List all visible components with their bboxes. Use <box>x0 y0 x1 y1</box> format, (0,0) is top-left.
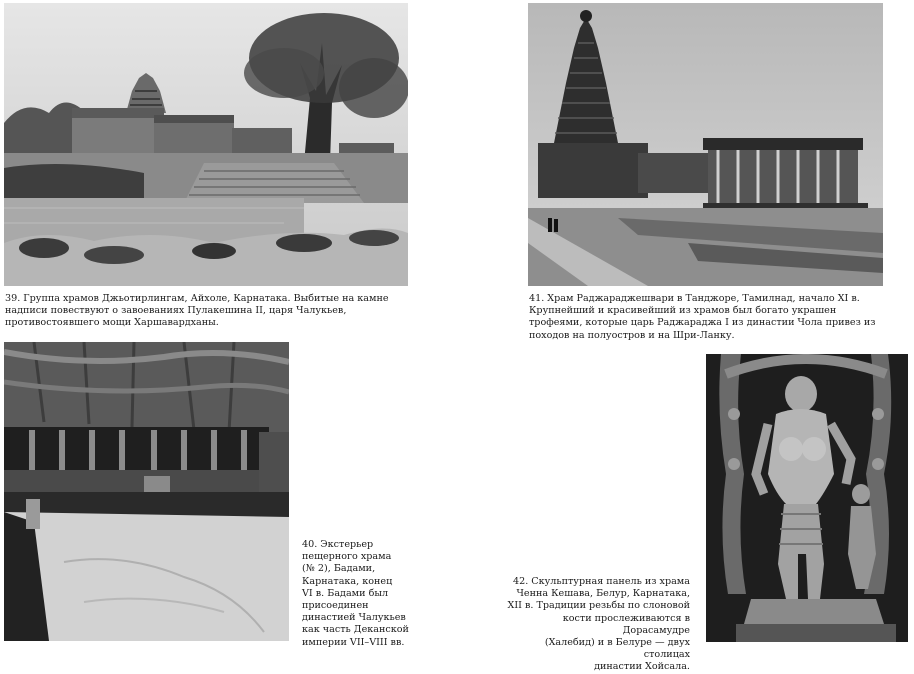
photo-tanjore-temple <box>528 3 883 286</box>
caption-40-line: Карнатака, конец <box>302 575 393 587</box>
photo-aihole-temples <box>4 3 408 286</box>
caption-figure-41: 41. Храм Раджараджешвари в Танджоре, Тамилнад, начало XI в. Крупнейший и красивейший из храмов был богато украшен трофеями, которые царь Раджараджа I из династии Чола привез из походов на полуостров и на Шри-Ланку. <box>529 293 876 341</box>
caption-figure-42 <box>500 576 690 674</box>
caption-42-line: Ченна Кешава, Белур, Карнатака, <box>516 588 690 600</box>
caption-42-line: 42. Скульптурная панель из храма <box>513 576 690 587</box>
caption-40-line: империи VII–VIII вв. <box>302 636 405 648</box>
caption-40-line: присоединен <box>302 600 369 612</box>
caption-40-line: (№ 2), Бадами, <box>302 563 376 575</box>
caption-40-line: 40. Экстерьер <box>302 539 374 550</box>
caption-figure-39: 39. Группа храмов Джьотирлингам, Айхоле, Карнатака. Выбитые на камне надписи повествуют о завоеваниях Пулакешина II, царя Чалукьев, противостоявшего мощи Харшавардханы. <box>5 293 389 329</box>
caption-figure-40 <box>302 539 412 649</box>
caption-40-line: пещерного храма <box>302 551 392 563</box>
photo-belur-sculpture <box>706 354 908 642</box>
caption-40-line: VI в. Бадами был <box>302 587 389 599</box>
caption-42-line: кости прослеживаются в Дорасамудре <box>562 612 690 636</box>
caption-42-line: XII в. Традиции резьбы по слоновой <box>507 600 690 612</box>
caption-40-line: как часть Деканской <box>302 624 409 636</box>
photo-badami-cave <box>4 342 289 641</box>
caption-42-line: династии Хойсала. <box>594 661 690 673</box>
caption-40-line: династией Чалукьев <box>302 612 406 624</box>
caption-42-line: (Халебид) и в Белуре — двух столицах <box>544 637 690 661</box>
